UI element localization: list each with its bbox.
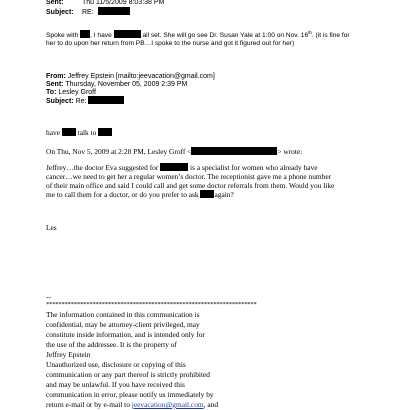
redaction-box [98,7,130,15]
disclaimer-line-2: confidential, may be attorney-client privileged, may [46,320,200,329]
text: > wrote: [277,147,303,156]
text: again? [214,190,234,199]
redaction-box [88,96,124,104]
text: is a specialist for women who already have [190,163,318,172]
text: . (it is fine for [311,32,350,39]
disclaimer-line-10 [46,400,218,410]
sent-value-2: Thursday, November 05, 2009 2:39 PM [65,81,188,88]
signature: Les [46,223,57,232]
reply-line [46,128,112,138]
text: all set. She will go see Dr. Susan Yale at 1:00 on Nov. 16 [142,32,309,39]
disclaimer-line-4: the use of the addressee. It is the property of [46,340,177,349]
text: return e-mail or by e-mail to [46,400,132,409]
text: Jeffrey…the doctor Eva suggested for [46,163,159,172]
text: talk to [77,128,97,137]
disclaimer-line-7: communication or any part thereof is strictly prohibited [46,370,210,379]
subject-value: RE: [82,9,94,16]
subject-value-2: Re: [75,98,87,105]
footer-stars: ******************************************************************** [46,301,257,308]
disclaimer-line-8: and may be unlawful. If you have received this [46,380,185,389]
sent-label-2: Sent: [46,81,64,88]
redaction-box [114,30,141,38]
text: me to call them for a doctor, or do you prefer to ask [46,190,199,199]
sent-label: Sent: [46,0,64,6]
disclaimer-line-9: communication in error, please notify us immediately by [46,390,214,399]
message-line-2 [46,39,294,48]
text: Spoke with [46,32,79,39]
text: cancer…we need to get her a regular women’s doctor. The receptionist gave me a phone number [46,172,332,181]
text: her to do upon her return from PB…I spoke to the nurse and got it figured out for her) [46,40,295,47]
redaction-box [98,128,112,136]
redaction-box [191,147,277,155]
disclaimer-line-3: constitute inside information, and is intended only for [46,330,205,339]
subject-row-2 [46,96,124,106]
to-label: To: [46,89,57,96]
text: On Thu, Nov 5, 2009 at 2:28 PM, Lesley Groff < [46,147,192,156]
email-link[interactable]: jeevacation@gmail.com [131,400,204,409]
sent-row [46,0,164,7]
text: of their main office and said I could call and get some doctor referrals from them. Would you like [46,181,335,190]
sent-value: Thu 11/5/2009 8:03:38 PM [82,0,165,6]
to-value: Lesley Groff [58,89,96,96]
superscript: th [308,30,312,35]
quote-line-4 [46,190,234,200]
subject-label-2: Subject: [46,98,74,105]
disclaimer-line-6: Unauthorized use, disclosure or copying of this [46,360,186,369]
quote-intro [46,147,302,157]
text: . I have [90,32,112,39]
from-value: Jeffrey Epstein [mailto:jeevacation@gmail.com] [67,73,215,80]
subject-label: Subject: [46,9,74,16]
subject-row [46,7,130,17]
footer-dashes: -- [46,292,51,301]
from-label: From: [46,73,66,80]
redaction-box [80,30,90,38]
redaction-box [62,128,76,136]
disclaimer-line-5: Jeffrey Epstein [46,350,91,359]
redaction-box [160,163,188,171]
text: , and [203,400,219,409]
redaction-box [200,190,214,198]
disclaimer-line-1: The information contained in this communication is [46,310,200,319]
text: have [46,128,60,137]
